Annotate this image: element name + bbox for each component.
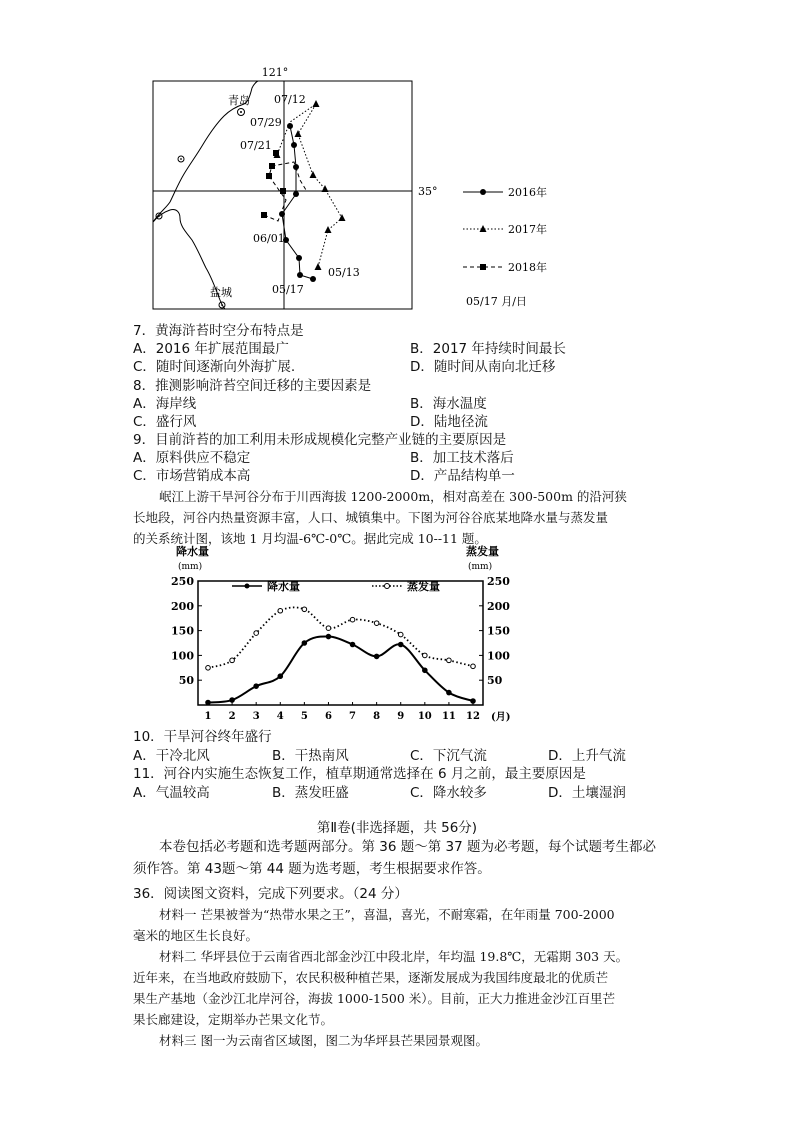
y-tick-label-right: 200 — [487, 599, 510, 613]
q10-option-d[interactable]: D．上升气流 — [548, 748, 626, 764]
q8-option-a[interactable]: A．海岸线 — [133, 396, 197, 412]
x-tick-label: 6 — [324, 711, 332, 722]
q7-option-d[interactable]: D．随时间从南向北迁移 — [410, 359, 556, 375]
evap-point — [278, 608, 283, 613]
map-legend — [463, 185, 547, 308]
precip-point — [230, 698, 235, 703]
section-2-title: 第Ⅱ卷(非选择题，共 56分) — [316, 820, 478, 836]
legend-date-format: 05/17 月/日 — [466, 295, 527, 308]
precip-point — [350, 642, 355, 647]
city-qingdao: 青岛 — [228, 94, 250, 107]
evap-point — [374, 621, 379, 626]
q9-option-d[interactable]: D．产品结构单一 — [410, 468, 515, 484]
left-axis-title: 降水量 — [176, 545, 209, 558]
y-tick-label-right: 50 — [487, 674, 503, 688]
question-8: 8．推测影响浒苔空间迁移的主要因素是 — [133, 378, 372, 394]
right-axis-title: 蒸发量 — [466, 545, 499, 558]
question-7: 7．黄海浒苔时空分布特点是 — [133, 323, 304, 339]
question-11: 11．河谷内实施生态恢复工作，植草期通常选择在 6 月之前，最主要原因是 — [133, 766, 586, 782]
precip-point — [374, 654, 379, 659]
question-36: 36．阅读图文资料，完成下列要求。（24 分） — [133, 886, 408, 902]
algae-distribution-map — [130, 62, 580, 322]
y-tick-label-right: 100 — [487, 649, 510, 663]
q9-option-b[interactable]: B．加工技术落后 — [410, 450, 514, 466]
evap-point — [326, 626, 331, 631]
q11-option-a[interactable]: A．气温较高 — [133, 785, 210, 801]
q10-option-a[interactable]: A．干冷北风 — [133, 748, 210, 764]
x-tick-label: 3 — [252, 711, 260, 722]
y-tick-label-right: 250 — [487, 575, 510, 588]
legend-precip: 降水量 — [267, 580, 300, 593]
precip-point — [206, 700, 211, 705]
city-yancheng: 盐城 — [210, 286, 232, 299]
latitude-label: 35° — [418, 185, 438, 198]
date-label: 05/13 — [328, 266, 360, 279]
q7-option-c[interactable]: C．随时间逐渐向外海扩展. — [133, 359, 296, 375]
x-tick-label: 12 — [466, 711, 480, 722]
legend-evap: 蒸发量 — [407, 580, 440, 593]
passage-line: 的关系统计图，该地 1 月均温-6℃-0℃。据此完成 10--11 题。 — [133, 531, 487, 546]
q7-option-b[interactable]: B．2017 年持续时间最长 — [410, 341, 566, 357]
precip-point — [326, 634, 331, 639]
q10-option-c[interactable]: C．下沉气流 — [410, 748, 487, 764]
q11-option-d[interactable]: D．土壤湿润 — [548, 785, 626, 801]
x-tick-label: 8 — [373, 711, 381, 722]
evap-point — [398, 632, 403, 637]
material-1: 毫米的地区生长良好。 — [133, 928, 259, 943]
evap-point — [447, 658, 452, 663]
precip-line — [208, 636, 473, 702]
left-axis-unit: (mm) — [178, 562, 203, 572]
x-tick-label: 11 — [441, 711, 456, 722]
section-2-intro: 须作答。第 43题～第 44 题为选考题，考生根据要求作答。 — [133, 861, 491, 877]
y-tick-label-left: 150 — [171, 624, 194, 638]
y-tick-label-left: 250 — [171, 575, 194, 588]
material-2: 材料二 华坪县位于云南省西北部金沙江中段北岸，年均温 19.8℃，无霜期 303 天。 — [159, 949, 629, 964]
precip-evap-chart — [160, 545, 520, 725]
q9-option-c[interactable]: C．市场营销成本高 — [133, 468, 251, 484]
evap-point — [350, 617, 355, 622]
date-label: 07/21 — [240, 139, 272, 152]
x-tick-label: 4 — [276, 711, 284, 722]
section-2-intro: 本卷包括必考题和选考题两部分。第 36 题～第 37 题为必考题，每个试题考生都必 — [159, 839, 657, 855]
passage-line: 长地段，河谷内热量资源丰富，人口、城镇集中。下图为河谷谷底某地降水量与蒸发量 — [133, 510, 609, 525]
precip-point — [254, 684, 259, 689]
series-2018-markers — [261, 150, 286, 218]
right-axis-unit: (mm) — [468, 562, 493, 572]
legend-2017: 2017年 — [508, 223, 547, 236]
evap-point — [230, 658, 235, 663]
question-9: 9．目前浒苔的加工利用未形成规模化完整产业链的主要原因是 — [133, 432, 507, 448]
evap-line — [208, 607, 473, 667]
precip-point — [398, 642, 403, 647]
q8-option-d[interactable]: D．陆地径流 — [410, 414, 488, 430]
material-1: 材料一 芒果被誉为“热带水果之王”，喜温，喜光，不耐寒霜，在年雨量 700-2000 — [159, 907, 615, 922]
precip-point — [447, 690, 452, 695]
q7-option-a[interactable]: A．2016 年扩展范围最广 — [133, 341, 289, 357]
q8-option-b[interactable]: B．海水温度 — [410, 396, 487, 412]
q8-option-c[interactable]: C．盛行风 — [133, 414, 197, 430]
x-tick-label: 5 — [300, 711, 308, 722]
precip-point — [471, 699, 476, 704]
series-2016-markers — [279, 123, 316, 282]
precip-point — [278, 674, 283, 679]
y-tick-label-left: 100 — [171, 649, 194, 663]
evap-point — [254, 631, 259, 636]
material-2: 果生产基地（金沙江北岸河谷，海拔 1000-1500 米）。目前，正大力推进金沙江百里芒 — [133, 991, 616, 1006]
x-tick-label: 7 — [349, 711, 357, 722]
x-axis-unit: (月) — [491, 712, 511, 723]
longitude-label: 121° — [261, 66, 289, 79]
y-tick-label-right: 150 — [487, 624, 510, 638]
question-10: 10．干旱河谷终年盛行 — [133, 729, 272, 745]
evap-point — [206, 666, 211, 671]
q9-option-a[interactable]: A．原料供应不稳定 — [133, 450, 251, 466]
material-3: 材料三 图一为云南省区域图，图二为华坪县芒果园景观图。 — [159, 1033, 488, 1048]
x-tick-label: 9 — [397, 711, 405, 722]
q11-option-b[interactable]: B．蒸发旺盛 — [272, 785, 349, 801]
evap-point — [471, 664, 476, 669]
x-tick-label: 1 — [204, 711, 212, 722]
y-tick-label-left: 200 — [171, 599, 194, 613]
date-label: 06/01 — [253, 232, 285, 245]
q11-option-c[interactable]: C．降水较多 — [410, 785, 487, 801]
material-2: 果长廊建设，定期举办芒果文化节。 — [133, 1012, 334, 1027]
y-tick-label-left: 50 — [178, 674, 194, 688]
date-label: 07/12 — [274, 93, 306, 106]
x-tick-label: 2 — [228, 711, 236, 722]
date-label: 05/17 — [272, 283, 304, 296]
evap-point — [302, 607, 307, 612]
precip-point — [423, 668, 428, 673]
x-tick-label: 10 — [417, 711, 432, 722]
q10-option-b[interactable]: B．干热南风 — [272, 748, 349, 764]
passage-line: 岷江上游干旱河谷分布于川西海拔 1200-2000m，相对高差在 300-500m 的沿河狭 — [159, 489, 627, 504]
date-label: 07/29 — [250, 116, 282, 129]
precip-point — [302, 641, 307, 646]
material-2: 近年来，在当地政府鼓励下，农民积极种植芒果，逐渐发展成为我国纬度最北的优质芒 — [133, 970, 609, 985]
legend-2016: 2016年 — [508, 186, 547, 199]
evap-point — [423, 653, 428, 658]
legend-2018: 2018年 — [508, 261, 547, 274]
